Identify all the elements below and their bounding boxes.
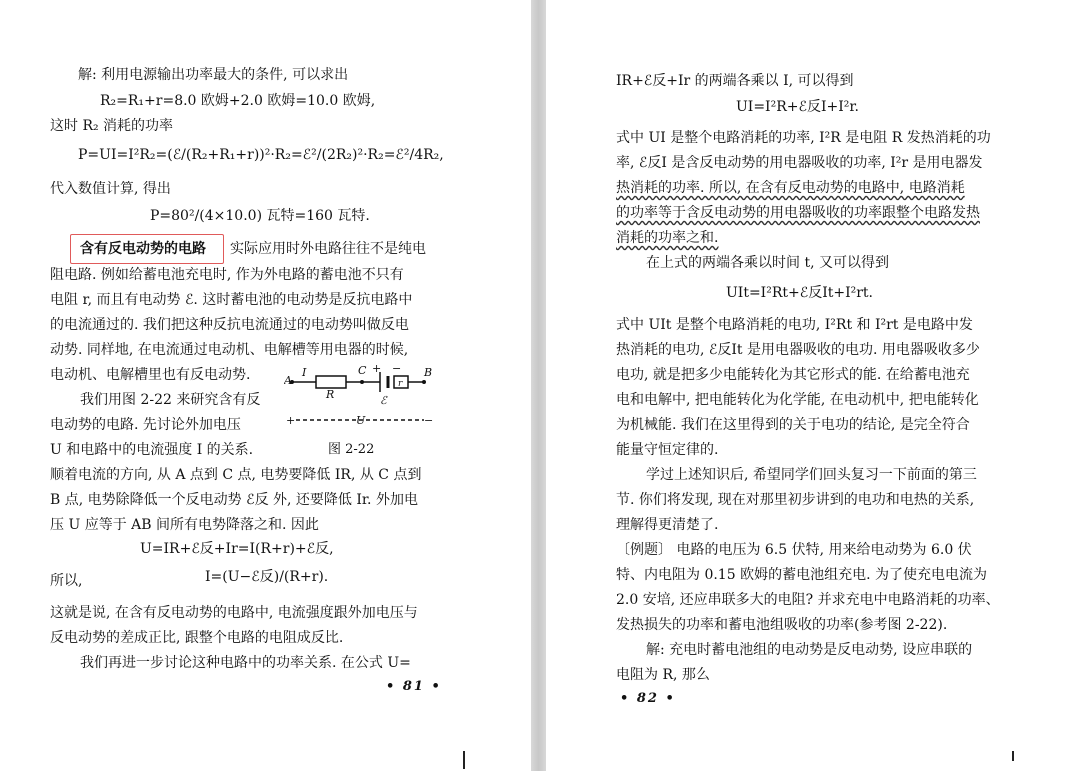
- text-line: 的电流通过的. 我们把这种反抗电流通过的电动势叫做反电: [50, 317, 409, 333]
- text-line: IR+ℰ反+Ir 的两端各乘以 I, 可以得到: [616, 73, 854, 89]
- text-line: 我们再进一步讨论这种电路中的功率关系. 在公式 U=: [80, 655, 411, 671]
- text-line: 电和电解中, 把电能转化为化学能, 在电动机中, 把电能转化: [616, 392, 979, 408]
- text-line: 电动机、电解槽里也有反电动势.: [50, 367, 251, 383]
- text-line: 动势. 同样地, 在电流通过电动机、电解槽等用电器的时候,: [50, 342, 409, 358]
- text-line: 代入数值计算, 得出: [50, 181, 171, 197]
- figure-caption: 图 2-22: [328, 442, 375, 457]
- node-c-dot: [360, 380, 364, 384]
- figure-label: ℰ: [380, 394, 387, 407]
- text-line: 节. 你们将发现, 现在对那里初步讲到的电功和电热的关系,: [616, 492, 975, 508]
- text-line: 电动势的电路. 先讨论外加电压: [50, 417, 241, 433]
- text-line: 顺着电流的方向, 从 A 点到 C 点, 电势要降低 IR, 从 C 点到: [50, 467, 422, 483]
- page-number: • 81 •: [386, 679, 442, 694]
- figure-label: I: [302, 366, 307, 379]
- text-line: 〔例题〕 电路的电压为 6.5 伏特, 用来给电动势为 6.0 伏: [616, 542, 972, 558]
- figure-label: R: [326, 388, 335, 401]
- text-line: 阻电路. 例如给蓄电池充电时, 作为外电路的蓄电池不只有: [50, 267, 404, 283]
- text-line: 为机械能. 我们在这里得到的关于电功的结论, 是完全符合: [616, 417, 970, 433]
- figure-label: B: [424, 366, 433, 379]
- page-gutter: [531, 0, 546, 771]
- figure-label: −: [392, 362, 402, 375]
- text-line: 2.0 安培, 还应串联多大的电阻? 并求充电中电路消耗的功率、: [616, 592, 1000, 608]
- equation: UI=I²R+ℰ反I+I²r.: [736, 99, 859, 115]
- text-cursor-mark: [463, 751, 465, 769]
- figure-label: C: [358, 364, 367, 377]
- terminal-b-dot: [422, 380, 426, 384]
- left-page: [0, 0, 531, 771]
- text-line: 电阻为 R, 那么: [616, 667, 710, 683]
- text-line: 特、内电阻为 0.15 欧姆的蓄电池组充电. 为了使充电电流为: [616, 567, 987, 583]
- equation: P=80²/(4×10.0) 瓦特=160 瓦特.: [150, 208, 370, 224]
- text-line: 电阻 r, 而且有电动势 ℰ. 这时蓄电池的电动势是反抗电路中: [50, 292, 413, 308]
- equation: I=(U−ℰ反)/(R+r).: [205, 569, 329, 585]
- equation: UIt=I²Rt+ℰ反It+I²rt.: [726, 285, 873, 301]
- figure-label: r: [398, 379, 403, 389]
- text-line: 率, ℰ反I 是含反电动势的用电器吸收的功率, I²r 是用电器发: [616, 155, 983, 171]
- text-line: 理解得更清楚了.: [616, 517, 719, 533]
- figure-label: +: [372, 362, 382, 375]
- figure-label: U: [356, 414, 366, 427]
- text-line: 式中 UIt 是整个电路消耗的电功, I²Rt 和 I²rt 是电路中发: [616, 317, 973, 333]
- text-line: 压 U 应等于 AB 间所有电势降落之和. 因此: [50, 517, 319, 533]
- text-line: 在上式的两端各乘以时间 t, 又可以得到: [646, 255, 889, 271]
- figure-label: A: [284, 374, 292, 387]
- text-line: 能量守恒定律的.: [616, 442, 719, 458]
- circuit-figure: [284, 362, 434, 436]
- text-line: 实际应用时外电路往往不是纯电: [230, 241, 426, 257]
- text-line: U 和电路中的电流强度 I 的关系.: [50, 442, 254, 458]
- figure-label: −: [424, 414, 434, 427]
- text-line: 解: 利用电源输出功率最大的条件, 可以求出: [78, 67, 349, 83]
- equation: U=IR+ℰ反+Ir=I(R+r)+ℰ反,: [140, 541, 334, 557]
- text-line: 所以,: [50, 573, 83, 589]
- text-line: 热消耗的功率. 所以, 在含有反电动势的电路中, 电路消耗: [616, 180, 965, 196]
- text-line: 这就是说, 在含有反电动势的电路中, 电流强度跟外加电压与: [50, 605, 418, 621]
- text-line: 学过上述知识后, 希望同学们回头复习一下前面的第三: [646, 467, 977, 483]
- text-line: 我们用图 2-22 来研究含有反: [80, 392, 261, 408]
- text-line: 的功率等于含反电动势的用电器吸收的功率跟整个电路发热: [616, 205, 980, 221]
- text-line: 发热损失的功率和蓄电池组吸收的功率(参考图 2-22).: [616, 617, 948, 633]
- text-line: 这时 R₂ 消耗的功率: [50, 118, 174, 134]
- text-line: 电功, 就是把多少电能转化为其它形式的能. 在给蓄电池充: [616, 367, 970, 383]
- equation: R₂=R₁+r=8.0 欧姆+2.0 欧姆=10.0 欧姆,: [100, 93, 376, 109]
- text-line: 式中 UI 是整个电路消耗的功率, I²R 是电阻 R 发热消耗的功: [616, 130, 991, 146]
- figure-label: +: [286, 414, 296, 427]
- section-heading: 含有反电动势的电路: [80, 241, 206, 257]
- text-line: B 点, 电势除降低一个反电动势 ℰ反 外, 还要降低 Ir. 外加电: [50, 492, 418, 508]
- text-cursor-mark: [1012, 751, 1014, 761]
- text-line: 消耗的功率之和.: [616, 230, 719, 246]
- text-line: 反电动势的差成正比, 跟整个电路的电阻成反比.: [50, 630, 344, 646]
- page-number: • 82 •: [620, 691, 676, 706]
- text-line: 热消耗的电功, ℰ反It 是用电器吸收的电功. 用电器吸收多少: [616, 342, 980, 358]
- equation: P=UI=I²R₂=(ℰ/(R₂+R₁+r))²·R₂=ℰ²/(2R₂)²·R₂=ℰ²/4R₂,: [78, 147, 444, 163]
- right-page: [546, 0, 1080, 771]
- text-line: 解: 充电时蓄电池组的电动势是反电动势, 设应串联的: [646, 642, 973, 658]
